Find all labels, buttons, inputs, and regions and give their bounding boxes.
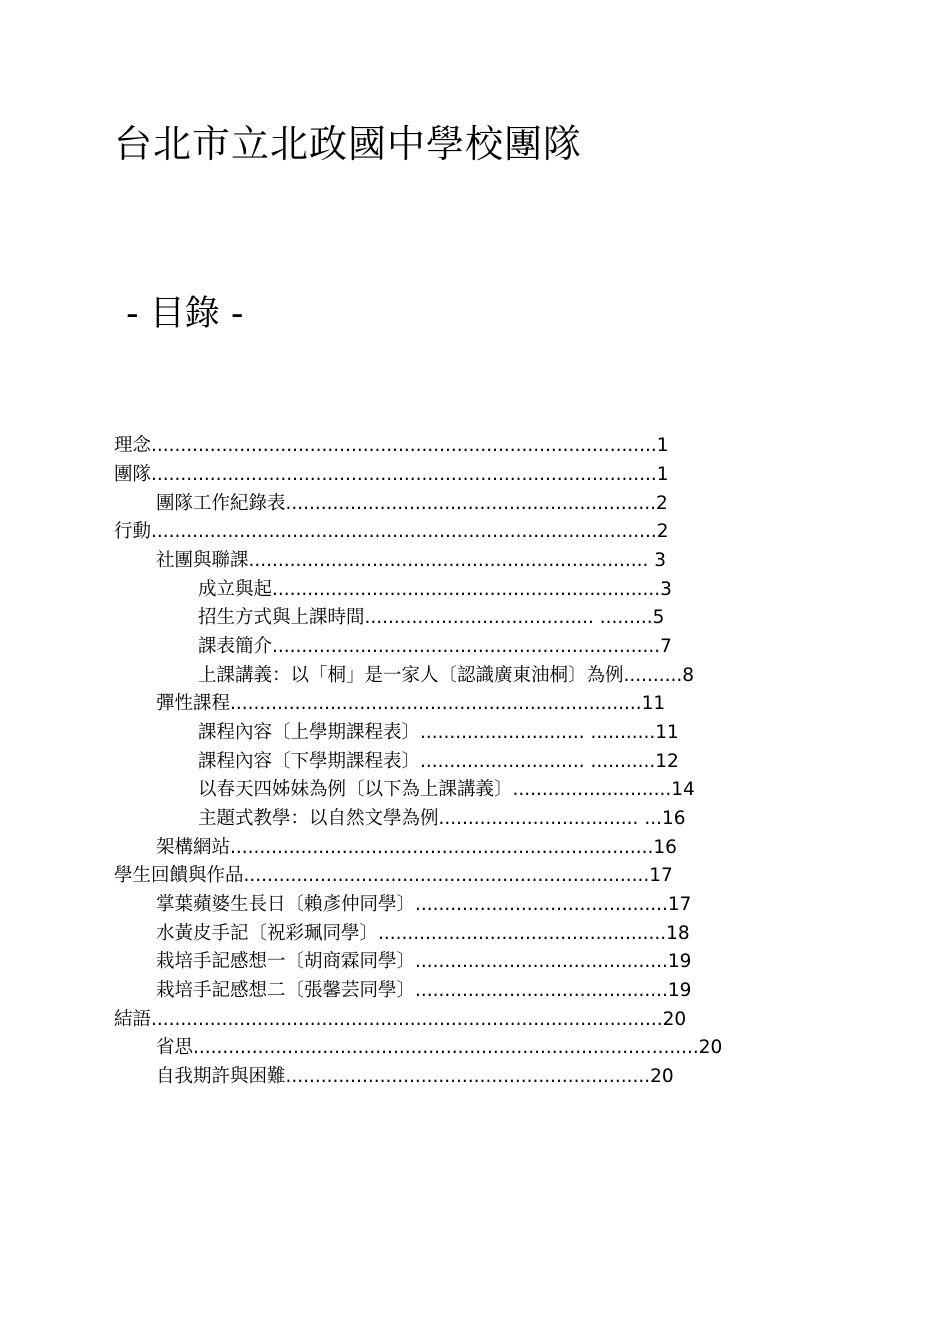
toc-entry[interactable] (156, 547, 770, 575)
toc-entry-text: 理念......................................................................................1 (114, 435, 669, 456)
toc-entry-text: 團隊工作紀錄表...............................................................2 (156, 493, 668, 514)
toc-entry-text: 省思......................................................................................20 (156, 1037, 723, 1058)
toc-entry-text: 結語.......................................................................................20 (114, 1009, 687, 1030)
toc-entry[interactable] (156, 891, 776, 919)
toc-entry[interactable] (198, 776, 770, 804)
toc-entry[interactable] (156, 977, 776, 1005)
toc-entry[interactable] (156, 1063, 776, 1091)
toc-entry-text: 架構網站........................................................................16 (156, 837, 677, 858)
toc-entry-text: 自我期許與困難..............................................................20 (156, 1066, 674, 1087)
toc-entry-text: 栽培手記感想一〔胡商霖同學〕...........................................19 (156, 951, 692, 972)
toc-entry-text: 主題式教學：以自然文學為例.................................. ...16 (198, 808, 686, 829)
toc-entry-text: 掌葉蘋婆生長日〔賴彥仲同學〕...........................................17 (156, 894, 692, 915)
toc-entry[interactable] (156, 948, 776, 976)
toc-entry-text: 課程內容〔下學期課程表〕............................ ...........12 (198, 751, 679, 772)
toc-entry[interactable] (156, 490, 770, 518)
toc-entry-text: 成立與起..................................................................3 (198, 579, 672, 600)
toc-entry-text: 社團與聯課.................................................................... 3 (156, 550, 667, 571)
toc-entry-text: 栽培手記感想二〔張馨芸同學〕...........................................19 (156, 980, 692, 1001)
toc-entry[interactable] (114, 432, 770, 460)
toc-entry-text: 上課講義：以「桐」是一家人〔認識廣東油桐〕為例..........8 (198, 665, 695, 686)
toc-entry[interactable] (114, 1006, 780, 1034)
toc-entry-text: 招生方式與上課時間....................................... .........5 (198, 607, 665, 628)
toc-entry-text: 行動......................................................................................2 (114, 521, 669, 542)
toc-entry[interactable] (156, 920, 776, 948)
toc-entry-text: 學生回饋與作品.....................................................................17 (114, 865, 673, 886)
toc-entry-text: 水黃皮手記〔祝彩珮同學〕.................................................18 (156, 923, 690, 944)
toc-entry-text: 課程內容〔上學期課程表〕............................ ...........11 (198, 722, 679, 743)
toc-entry-text: 以春天四姊妹為例〔以下為上課講義〕...........................14 (198, 779, 695, 800)
toc-entry[interactable] (114, 862, 776, 890)
toc-entry-text: 團隊......................................................................................1 (114, 464, 669, 485)
toc-entry[interactable] (114, 518, 770, 546)
toc-heading: - 目錄 - (126, 294, 244, 334)
toc-entry[interactable] (198, 576, 770, 604)
toc-entry[interactable] (156, 690, 770, 718)
toc-entry[interactable] (156, 1034, 776, 1062)
toc-entry[interactable] (156, 834, 776, 862)
toc-entry[interactable] (198, 748, 770, 776)
toc-entry[interactable] (198, 633, 764, 661)
toc-entry[interactable] (198, 662, 764, 690)
toc-entry-text: 課表簡介..................................................................7 (198, 636, 672, 657)
toc-entry[interactable] (198, 604, 764, 632)
document-title: 台北市立北政國中學校團隊 (114, 122, 583, 166)
toc-entry[interactable] (198, 805, 770, 833)
toc-entry[interactable] (198, 719, 770, 747)
toc-entry[interactable] (114, 461, 770, 489)
toc-entry-text: 彈性課程......................................................................11 (156, 693, 666, 714)
